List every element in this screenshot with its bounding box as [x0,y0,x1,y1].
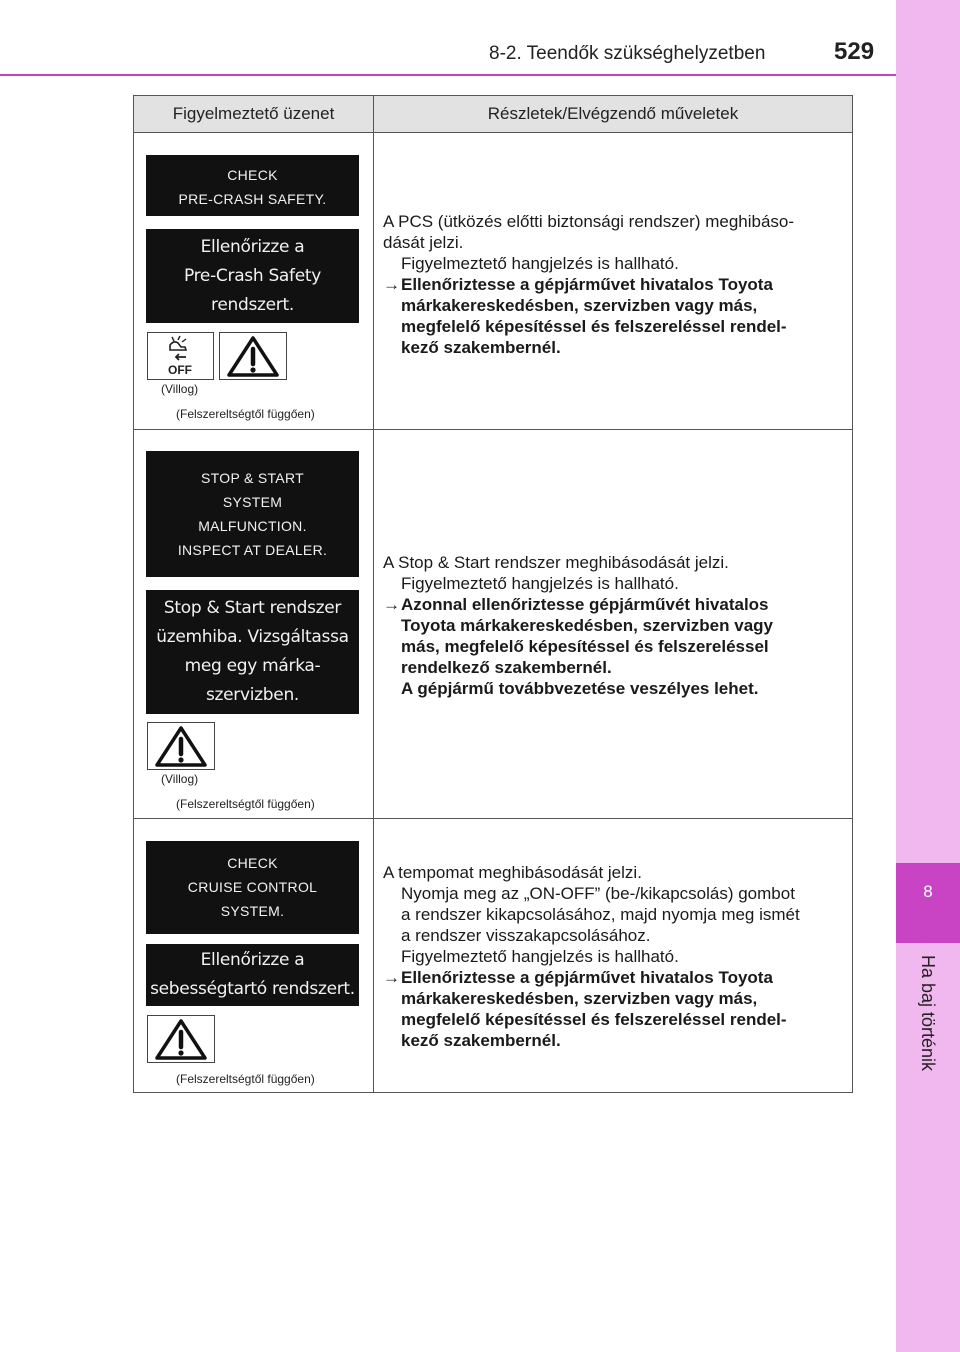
table-header [134,96,852,133]
message-line: Pre-Crash Safety [183,266,322,286]
details-line: a rendszer kikapcsolásához, majd nyomja meg ismét [401,905,800,924]
action-line: megfelelő képesítéssel és felszereléssel rendel- [401,1010,787,1029]
action-line: kező szakembernél. [401,338,561,357]
chapter-label: Ha baj történik [918,955,938,1072]
details-line: Figyelmeztető hangjelzés is hallható. [401,574,679,593]
row-details [383,552,845,699]
action-line: márkakereskedésben, szervizben vagy más, [401,296,758,315]
column-header-message: Figyelmeztető üzenet [172,104,335,123]
details-line: A tempomat meghibásodását jelzi. [383,863,642,882]
message-line: CHECK [227,855,278,871]
row-divider [134,818,852,819]
details-line: A PCS (ütközés előtti biztonsági rendszer) meghibáso- [383,212,795,231]
warning-triangle-icon [147,722,215,770]
message-display-hungarian [146,590,359,714]
action-text: Ellenőriztesse a gépjárművet hivatalos Toyota [401,968,773,987]
chapter-side-tab [896,0,960,1352]
chapter-number: 8 [896,863,960,943]
message-line: üzemhiba. Vizsgáltassa [156,627,349,647]
details-line: dását jelzi. [383,233,464,252]
column-divider [373,96,374,1092]
message-line: PRE-CRASH SAFETY. [178,191,327,207]
message-line: szervizben. [205,685,300,705]
arrow-icon: → [383,275,400,294]
warning-triangle-icon [219,332,287,380]
action-line: márkakereskedésben, szervizben vagy más, [401,989,758,1008]
pcs-off-label: OFF [168,363,192,377]
message-line: Ellenőrizze a [200,950,305,970]
page-number: 529 [834,38,875,65]
details-line: Figyelmeztető hangjelzés is hallható. [401,254,679,273]
message-display-english [146,451,359,577]
row-details [383,862,845,1051]
row-divider [134,429,852,430]
message-line: CRUISE CONTROL [187,879,318,895]
row-details [383,211,845,358]
action-line [383,967,845,988]
message-line: meg egy márka- [184,656,321,676]
action-line: A gépjármű továbbvezetése veszélyes lehet. [401,679,759,698]
action-text: Ellenőriztesse a gépjárművet hivatalos Toyota [401,275,773,294]
flash-caption: (Villog) [161,382,199,396]
equipment-note: (Felszereltségtől függően) [176,1072,315,1086]
pcs-off-icon [147,332,214,380]
message-display-hungarian [146,229,359,323]
warning-message-table [133,95,853,1093]
action-line: Toyota márkakereskedésben, szervizben vagy [401,616,773,635]
action-text: Azonnal ellenőriztesse gépjárművét hivatalos [401,595,769,614]
warning-triangle-icon [147,1015,215,1063]
flash-caption: (Villog) [161,772,199,786]
header-rule [0,74,896,76]
action-line: kező szakembernél. [401,1031,561,1050]
action-line [383,274,845,295]
equipment-note: (Felszereltségtől függően) [176,407,315,421]
message-line: INSPECT AT DEALER. [177,542,328,558]
message-line: SYSTEM [222,494,283,510]
details-line: Nyomja meg az „ON-OFF” (be-/kikapcsolás) gombot [401,884,795,903]
message-display-english [146,841,359,934]
message-line: SYSTEM. [220,903,285,919]
column-header-details: Részletek/Elvégzendő műveletek [487,104,739,123]
arrow-icon: → [383,968,400,987]
equipment-note: (Felszereltségtől függően) [176,797,315,811]
details-line: a rendszer visszakapcsolásához. [401,926,651,945]
message-line: Stop & Start rendszer [163,598,342,618]
action-line: más, megfelelő képesítéssel és felszereléssel [401,637,769,656]
details-line: A Stop & Start rendszer meghibásodását jelzi. [383,553,729,572]
message-line: sebességtartó rendszert. [150,979,355,999]
message-line: rendszert. [211,295,294,315]
details-line: Figyelmeztető hangjelzés is hallható. [401,947,679,966]
message-line: MALFUNCTION. [198,518,307,534]
message-line: Ellenőrizze a [200,237,305,257]
action-line [383,594,845,615]
message-line: STOP & START [201,470,304,486]
message-display-english [146,155,359,216]
arrow-icon: → [383,595,400,614]
message-line: CHECK [227,167,278,183]
section-title: 8-2. Teendők szükséghelyzetben [489,43,766,64]
action-line: megfelelő képesítéssel és felszereléssel rendel- [401,317,787,336]
message-display-hungarian [146,944,359,1006]
action-line: rendelkező szakembernél. [401,658,612,677]
